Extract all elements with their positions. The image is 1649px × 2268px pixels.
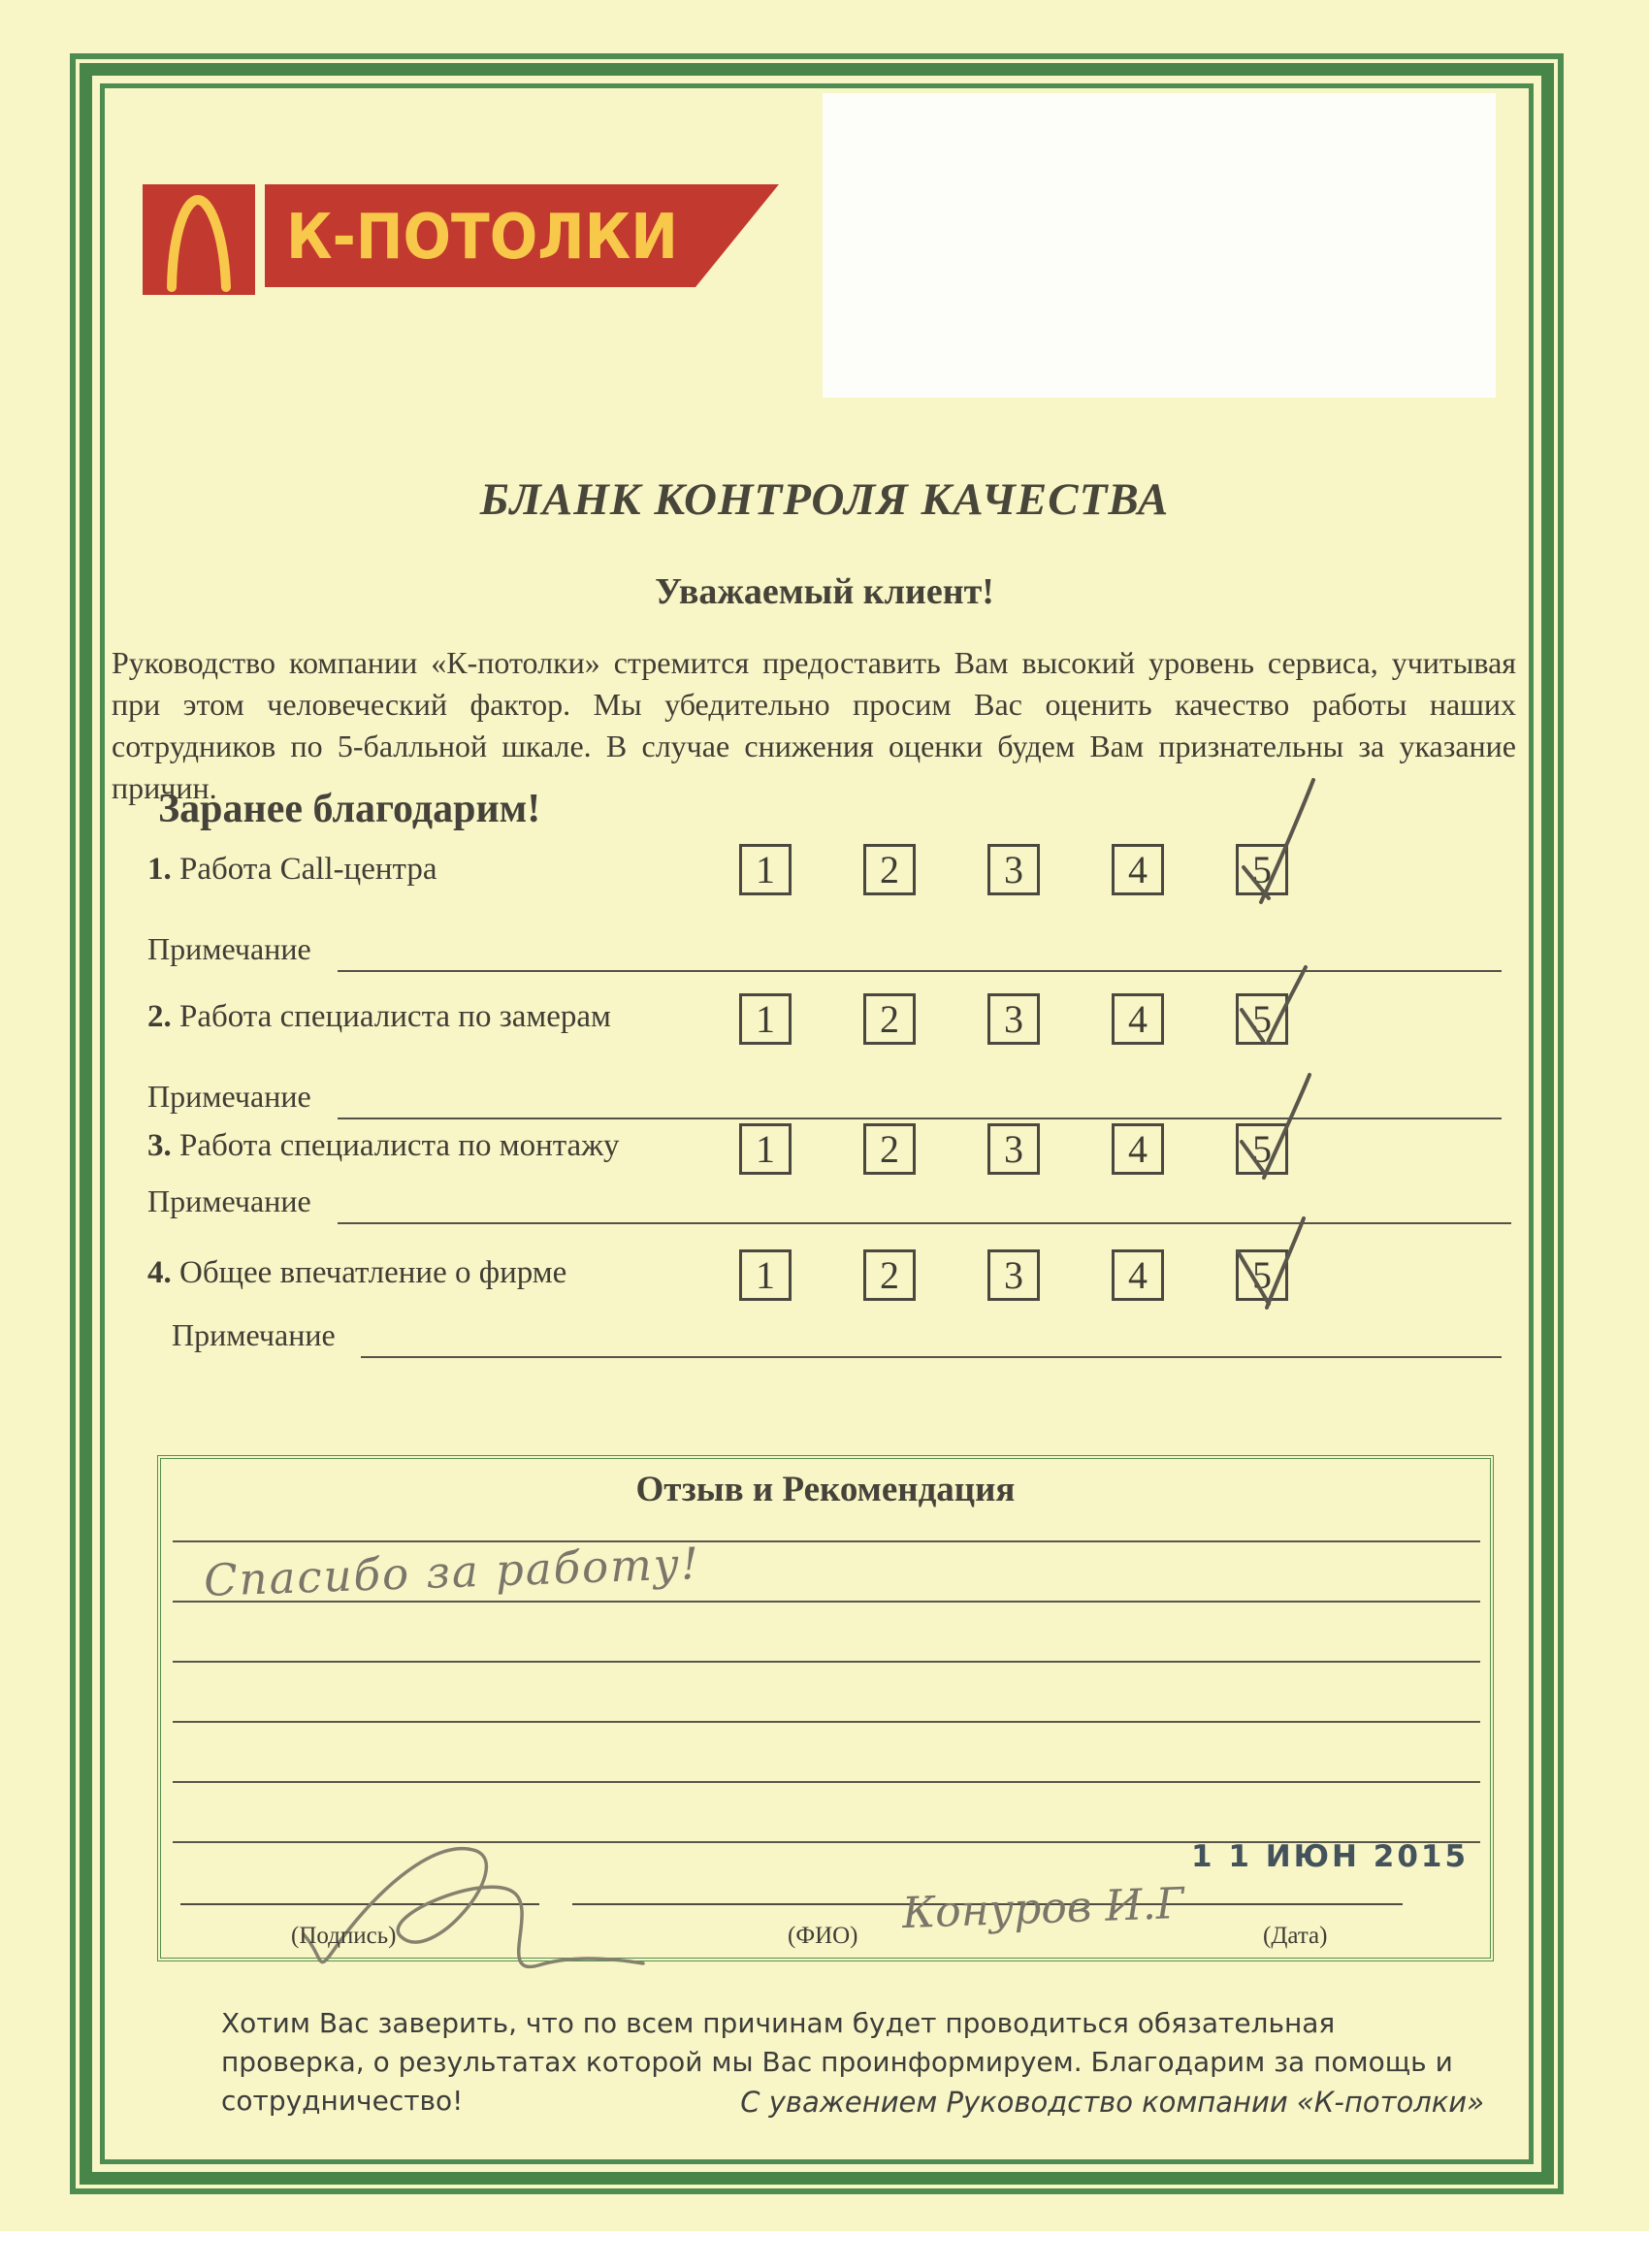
q2-rating-4[interactable]: 4 xyxy=(1112,993,1164,1045)
q4-note-line[interactable] xyxy=(361,1356,1502,1358)
review-title: Отзыв и Рекомендация xyxy=(635,1470,1016,1509)
handwritten-name: Конуров И.Г xyxy=(901,1878,1185,1939)
intro-paragraph: Руководство компании «К-потолки» стремится предоставить Вам высокий уровень сервиса, учитывая при этом человеческий фактор. Мы убедительно просим Вас оценить качество работы наших сотрудников по 5-балльной шкале. В случае снижения оценки будем Вам признательны за указание причин. xyxy=(112,645,1516,805)
review-line[interactable] xyxy=(173,1661,1480,1663)
q1-rating-2[interactable]: 2 xyxy=(863,844,916,895)
q1-rating-4[interactable]: 4 xyxy=(1112,844,1164,895)
q1-rating-1[interactable]: 1 xyxy=(739,844,792,895)
q2-note-line[interactable] xyxy=(338,1118,1502,1119)
q4-rating-4[interactable]: 4 xyxy=(1112,1249,1164,1301)
q3-rating-2[interactable]: 2 xyxy=(863,1123,916,1175)
logo-brand-text: К-ПОТОЛКИ xyxy=(286,202,678,274)
q3-rating-4[interactable]: 4 xyxy=(1112,1123,1164,1175)
date-stamp: 1 1 ИЮН 2015 xyxy=(1191,1839,1470,1874)
q3-rating-5[interactable]: 5 xyxy=(1236,1123,1288,1175)
q1-note-label: Примечание xyxy=(147,931,311,966)
q2-rating-2[interactable]: 2 xyxy=(863,993,916,1045)
footer-signoff: С уважением Руководство компании «К-потолки» xyxy=(740,2086,1484,2119)
q2-note-label: Примечание xyxy=(147,1079,311,1114)
signature-caption: (Подпись) xyxy=(291,1923,397,1949)
q4-rating-5[interactable]: 5 xyxy=(1236,1249,1288,1301)
q3-note-line[interactable] xyxy=(338,1222,1511,1224)
salutation: Уважаемый клиент! xyxy=(655,571,994,612)
question-3-label: 3. Работа специалиста по монтажу xyxy=(147,1128,620,1163)
scan-edge xyxy=(0,2231,1649,2268)
q3-rating-1[interactable]: 1 xyxy=(739,1123,792,1175)
q3-note-label: Примечание xyxy=(147,1183,311,1218)
footer-note: Хотим Вас заверить, что по всем причинам будет проводиться обязательная проверка, о результатах которой мы Вас проинформируем. Благодарим за помощь и сотрудничество! xyxy=(221,2007,1453,2117)
question-4-label: 4. Общее впечатление о фирме xyxy=(147,1255,567,1290)
review-line[interactable] xyxy=(173,1601,1480,1603)
name-caption: (ФИО) xyxy=(788,1923,858,1949)
review-line[interactable] xyxy=(173,1540,1480,1542)
handwritten-review: Спасибо за работу! xyxy=(203,1538,701,1606)
thanks-heading: Заранее благодарим! xyxy=(158,787,541,831)
q3-rating-3[interactable]: 3 xyxy=(987,1123,1040,1175)
q4-rating-3[interactable]: 3 xyxy=(987,1249,1040,1301)
q1-note-line[interactable] xyxy=(338,970,1502,972)
page-title: БЛАНК КОНТРОЛЯ КАЧЕСТВА xyxy=(479,474,1170,525)
question-2-label: 2. Работа специалиста по замерам xyxy=(147,999,611,1034)
blank-white-patch xyxy=(823,93,1496,398)
q1-rating-3[interactable]: 3 xyxy=(987,844,1040,895)
review-line[interactable] xyxy=(173,1781,1480,1783)
review-box xyxy=(157,1455,1494,1961)
question-1-label: 1. Работа Call-центра xyxy=(147,852,437,887)
q4-note-label: Примечание xyxy=(172,1317,336,1352)
signature-line[interactable] xyxy=(180,1903,539,1905)
q2-rating-1[interactable]: 1 xyxy=(739,993,792,1045)
q4-rating-1[interactable]: 1 xyxy=(739,1249,792,1301)
q2-rating-3[interactable]: 3 xyxy=(987,993,1040,1045)
review-line[interactable] xyxy=(173,1721,1480,1723)
q2-rating-5[interactable]: 5 xyxy=(1236,993,1288,1045)
q1-rating-5[interactable]: 5 xyxy=(1236,844,1288,895)
date-caption: (Дата) xyxy=(1263,1923,1328,1949)
q4-rating-2[interactable]: 2 xyxy=(863,1249,916,1301)
company-logo xyxy=(143,180,779,299)
